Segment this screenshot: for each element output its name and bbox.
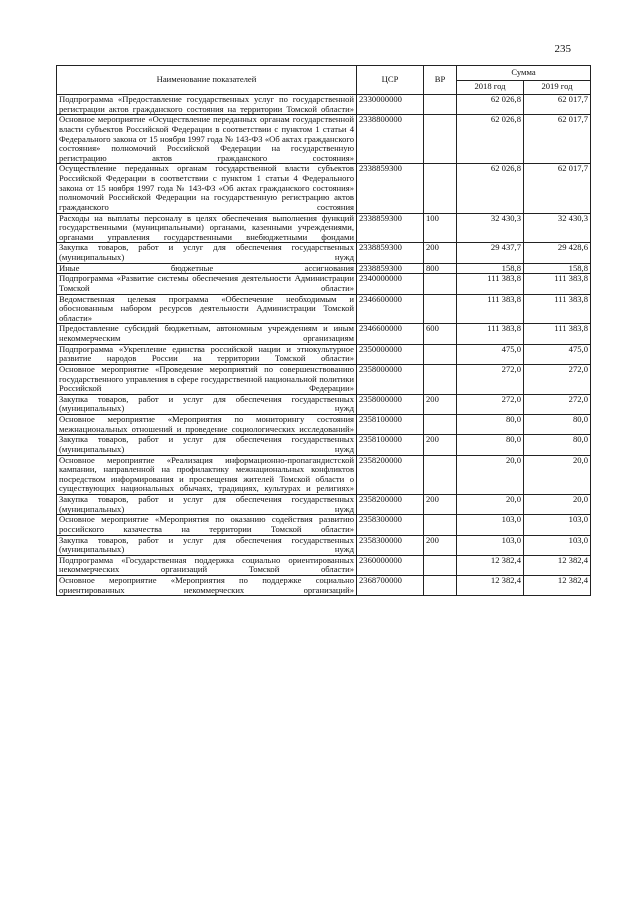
row-2018: 80,0: [457, 435, 524, 455]
row-vr: 200: [424, 495, 457, 515]
table-row: [57, 263, 591, 274]
row-2018: 12 382,4: [457, 576, 524, 596]
budget-table: [56, 65, 591, 596]
row-code: 2338859300: [357, 164, 424, 213]
row-2019: 62 017,7: [524, 115, 591, 164]
row-vr: 200: [424, 535, 457, 555]
table-row: [57, 435, 591, 455]
row-code: 2330000000: [357, 95, 424, 115]
row-code: 2338859300: [357, 263, 424, 274]
row-2019: 12 382,4: [524, 555, 591, 575]
row-2018: 272,0: [457, 364, 524, 394]
row-2018: 62 026,8: [457, 95, 524, 115]
row-2018: 32 430,3: [457, 213, 524, 243]
row-vr: 200: [424, 243, 457, 263]
row-vr: [424, 115, 457, 164]
row-code: 2360000000: [357, 555, 424, 575]
row-code: 2358200000: [357, 495, 424, 515]
row-2019: 103,0: [524, 515, 591, 535]
row-2018: 62 026,8: [457, 115, 524, 164]
row-2018: 12 382,4: [457, 555, 524, 575]
row-name: Закупка товаров, работ и услуг для обеспечения государственных (муниципальных) нужд: [57, 435, 357, 455]
row-code: 2338859300: [357, 213, 424, 243]
row-2019: 111 383,8: [524, 324, 591, 344]
row-2018: 103,0: [457, 535, 524, 555]
row-name: Закупка товаров, работ и услуг для обеспечения государственных (муниципальных) нужд: [57, 535, 357, 555]
row-2019: 111 383,8: [524, 274, 591, 294]
row-2019: 80,0: [524, 435, 591, 455]
row-name: Подпрограмма «Государственная поддержка социально ориентированных некоммерческих организаций Томской области»: [57, 555, 357, 575]
row-2019: 272,0: [524, 364, 591, 394]
row-2019: 32 430,3: [524, 213, 591, 243]
table-row: [57, 344, 591, 364]
row-name: Предоставление субсидий бюджетным, автономным учреждениям и иным некоммерческим организациям: [57, 324, 357, 344]
row-name: Подпрограмма «Предоставление государственных услуг по государственной регистрации актов гражданского состояния на территории Томской области»: [57, 95, 357, 115]
row-name: Осуществление переданных органам государственной власти субъектов Российской Федерации в соответствии с пунктом 1 статьи 4 Федерального закона от 15 ноября 1997 года № 143-ФЗ «Об актах гражданского состояния» полномочий Российской Федерации на государственную регистрацию актов гражданского состояния: [57, 164, 357, 213]
row-2019: 103,0: [524, 535, 591, 555]
row-2018: 20,0: [457, 495, 524, 515]
row-name: Основное мероприятие «Мероприятия по мониторингу состояния межнациональных отношений и проведение социологических исследований»: [57, 415, 357, 435]
header-code: ЦСР: [357, 66, 424, 95]
row-vr: [424, 164, 457, 213]
table-row: [57, 555, 591, 575]
table-row: [57, 394, 591, 414]
row-2019: 475,0: [524, 344, 591, 364]
row-2018: 111 383,8: [457, 274, 524, 294]
row-2019: 29 428,6: [524, 243, 591, 263]
row-2018: 272,0: [457, 394, 524, 414]
row-code: 2350000000: [357, 344, 424, 364]
row-name: Закупка товаров, работ и услуг для обеспечения государственных (муниципальных) нужд: [57, 394, 357, 414]
row-vr: [424, 515, 457, 535]
row-2018: 158,8: [457, 263, 524, 274]
row-vr: [424, 455, 457, 495]
row-vr: [424, 274, 457, 294]
row-name: Подпрограмма «Укрепление единства российской нации и этнокультурное развитие народов России на территории Томской области»: [57, 344, 357, 364]
row-vr: 100: [424, 213, 457, 243]
row-2018: 80,0: [457, 415, 524, 435]
row-vr: 600: [424, 324, 457, 344]
row-code: 2358300000: [357, 515, 424, 535]
row-code: 2358000000: [357, 394, 424, 414]
table-row: [57, 364, 591, 394]
table-row: [57, 455, 591, 495]
table-row: [57, 164, 591, 213]
table-row: [57, 535, 591, 555]
row-code: 2358100000: [357, 415, 424, 435]
row-vr: [424, 415, 457, 435]
row-name: Закупка товаров, работ и услуг для обеспечения государственных (муниципальных) нужд: [57, 495, 357, 515]
row-name: Закупка товаров, работ и услуг для обеспечения государственных (муниципальных) нужд: [57, 243, 357, 263]
row-name: Основное мероприятие «Проведение мероприятий по совершенствованию государственного управления в сфере государственной национальной политики Российской Федерации»: [57, 364, 357, 394]
row-name: Подпрограмма «Развитие системы обеспечения деятельности Администрации Томской области»: [57, 274, 357, 294]
header-2019: 2019 год: [524, 80, 591, 95]
row-vr: [424, 294, 457, 324]
row-2019: 20,0: [524, 495, 591, 515]
row-name: Основное мероприятие «Реализация информационно-пропагандистской кампании, направленной на профилактику межнациональных конфликтов посредством информирования и просвещения жителей Томской области о существующих национальных обычаях, традициях, культурах и религиях»: [57, 455, 357, 495]
row-code: 2346600000: [357, 294, 424, 324]
row-name: Основное мероприятие «Мероприятия по оказанию содействия развитию российского казачества на территории Томской области»: [57, 515, 357, 535]
table-row: [57, 515, 591, 535]
row-code: 2358200000: [357, 455, 424, 495]
row-code: 2346600000: [357, 324, 424, 344]
table-row: [57, 324, 591, 344]
row-code: 2358000000: [357, 364, 424, 394]
row-2018: 475,0: [457, 344, 524, 364]
row-2019: 20,0: [524, 455, 591, 495]
table-row: [57, 115, 591, 164]
row-code: 2338800000: [357, 115, 424, 164]
row-2019: 158,8: [524, 263, 591, 274]
header-2018: 2018 год: [457, 80, 524, 95]
header-vr: ВР: [424, 66, 457, 95]
row-vr: 200: [424, 435, 457, 455]
row-2019: 12 382,4: [524, 576, 591, 596]
row-2018: 111 383,8: [457, 294, 524, 324]
row-vr: [424, 364, 457, 394]
table-row: [57, 274, 591, 294]
row-name: Иные бюджетные ассигнования: [57, 263, 357, 274]
row-2019: 80,0: [524, 415, 591, 435]
row-2018: 103,0: [457, 515, 524, 535]
row-code: 2358100000: [357, 435, 424, 455]
row-2019: 111 383,8: [524, 294, 591, 324]
row-name: Расходы на выплаты персоналу в целях обеспечения выполнения функций государственными (муниципальными) органами, казенными учреждениями, органами управления государственными внебюджетными фондами: [57, 213, 357, 243]
row-vr: [424, 95, 457, 115]
row-2019: 272,0: [524, 394, 591, 414]
header-sum: Сумма: [457, 66, 591, 81]
row-code: 2338859300: [357, 243, 424, 263]
table-row: [57, 495, 591, 515]
row-vr: [424, 555, 457, 575]
row-code: 2340000000: [357, 274, 424, 294]
row-name: Основное мероприятие «Мероприятия по поддержке социально ориентированных некоммерческих организаций»: [57, 576, 357, 596]
row-2018: 62 026,8: [457, 164, 524, 213]
table-row: [57, 213, 591, 243]
row-vr: [424, 344, 457, 364]
table-row: [57, 576, 591, 596]
table-row: [57, 415, 591, 435]
row-vr: 200: [424, 394, 457, 414]
row-name: Основное мероприятие «Осуществление переданных органам государственной власти субъектов Российской Федерации в соответствии с пунктом 1 статьи 4 Федерального закона от 15 ноября 1997 года № 143-ФЗ «Об актах гражданского состояния» полномочий Российской Федерации на государственную регистрацию актов гражданского состояния»: [57, 115, 357, 164]
table-row: [57, 243, 591, 263]
table-row: [57, 95, 591, 115]
page-number: 235: [554, 43, 571, 55]
table-row: [57, 294, 591, 324]
row-vr: [424, 576, 457, 596]
row-2018: 29 437,7: [457, 243, 524, 263]
row-code: 2358300000: [357, 535, 424, 555]
header-name: Наименование показателей: [57, 66, 357, 95]
row-code: 2368700000: [357, 576, 424, 596]
row-2019: 62 017,7: [524, 95, 591, 115]
row-2018: 111 383,8: [457, 324, 524, 344]
row-name: Ведомственная целевая программа «Обеспечение необходимым и обоснованным набором ресурсов деятельности Администрации Томской области»: [57, 294, 357, 324]
row-2019: 62 017,7: [524, 164, 591, 213]
row-vr: 800: [424, 263, 457, 274]
row-2018: 20,0: [457, 455, 524, 495]
